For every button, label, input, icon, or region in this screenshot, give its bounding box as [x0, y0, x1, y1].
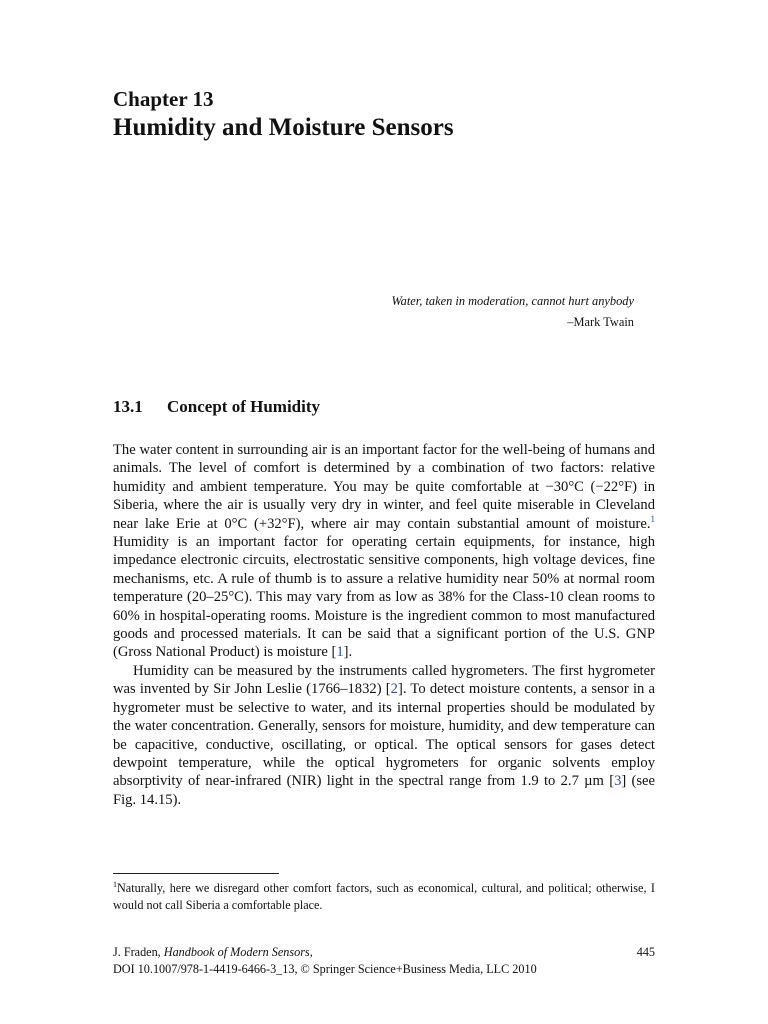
paragraph-2: [113, 662, 655, 809]
citation-link-1[interactable]: 1: [336, 644, 344, 661]
footer-author: J. Fraden,: [113, 945, 164, 959]
footnote-divider: [113, 873, 279, 874]
epigraph: [391, 291, 634, 333]
chapter-label: Chapter 13: [113, 87, 214, 111]
epigraph-quote: Water, taken in moderation, cannot hurt anybody: [391, 294, 634, 308]
page-number: 445: [636, 945, 655, 959]
paragraph-2-text-b: ]. To detect moisture contents, a sensor in a hygrometer must be selective to water, and its internal properties should be modulated by the water concentration. Generally, sensors for moisture, humidity, and dew temperature can be capacitive, conductive, oscillating, or optical. The optical sensors for gases detect dewpoint temperature, while the optical hygrometers for organic solvents employ absorptivity of near-infrared (NIR) light in the spectral range from 1.9 to 2.7 µm [: [113, 681, 655, 790]
section-number: 13.1: [113, 397, 143, 416]
paragraph-1-text-c: ].: [343, 644, 353, 661]
footer-book-suffix: ,: [309, 945, 313, 959]
section-title: Concept of Humidity: [167, 397, 320, 416]
section-heading: [113, 396, 320, 418]
paragraph-1-text-b: Humidity is an important factor for operating certain equipments, for instance, high impedance electronic circuits, electrostatic sensitive components, high voltage devices, fine mechanisms, etc. A rule of thumb is to assure a relative humidity near 50% at normal room temperature (20–25°C). This may vary from as low as 38% for the Class-10 clean rooms to 60% in hospital-operating rooms. Moisture is the ingredient common to most manufactured goods and processed materials. It can be said that a significant portion of the U.S. GNP (Gross National Product) is moisture [: [113, 534, 655, 661]
paragraph-1: [113, 441, 655, 662]
citation-link-2[interactable]: 2: [390, 681, 398, 698]
body-text: [113, 441, 655, 809]
page-footer: [113, 944, 655, 978]
paragraph-2-text-a: Humidity can be measured by the instruments called hygrometers. The first hygrometer was invented by Sir John Leslie (1766–1832) [: [113, 662, 655, 698]
footer-row-citation: [113, 944, 655, 961]
footnote-marker: 1: [113, 879, 117, 889]
footnote-text: Naturally, here we disregard other comfort factors, such as economical, cultural, and political; otherwise, I would not call Siberia a comfortable place.: [113, 881, 655, 912]
epigraph-author: –Mark Twain: [567, 315, 634, 329]
chapter-title: Humidity and Moisture Sensors: [113, 114, 454, 141]
footnote: [113, 880, 655, 914]
paragraph-2-text-c: ] (see Fig. 14.15).: [113, 773, 655, 808]
footer-citation: [113, 944, 313, 961]
citation-link-3[interactable]: 3: [614, 773, 622, 790]
footer-book-title: Handbook of Modern Sensors: [163, 945, 310, 959]
footer-doi: DOI 10.1007/978-1-4419-6466-3_13, © Springer Science+Business Media, LLC 2010: [113, 962, 537, 976]
footnote-ref-1[interactable]: 1: [650, 513, 655, 524]
paragraph-1-text-a: The water content in surrounding air is an important factor for the well-being of humans and animals. The level of comfort is determined by a combination of two factors: relative humidity and ambient temperature. You may be quite comfortable at −30°C (−22°F) in Siberia, where the air is usually very dry in winter, and feel quite miserable in Cleveland near lake Erie at 0°C (+32°F), where air may contain substantial amount of moisture.: [113, 442, 655, 532]
